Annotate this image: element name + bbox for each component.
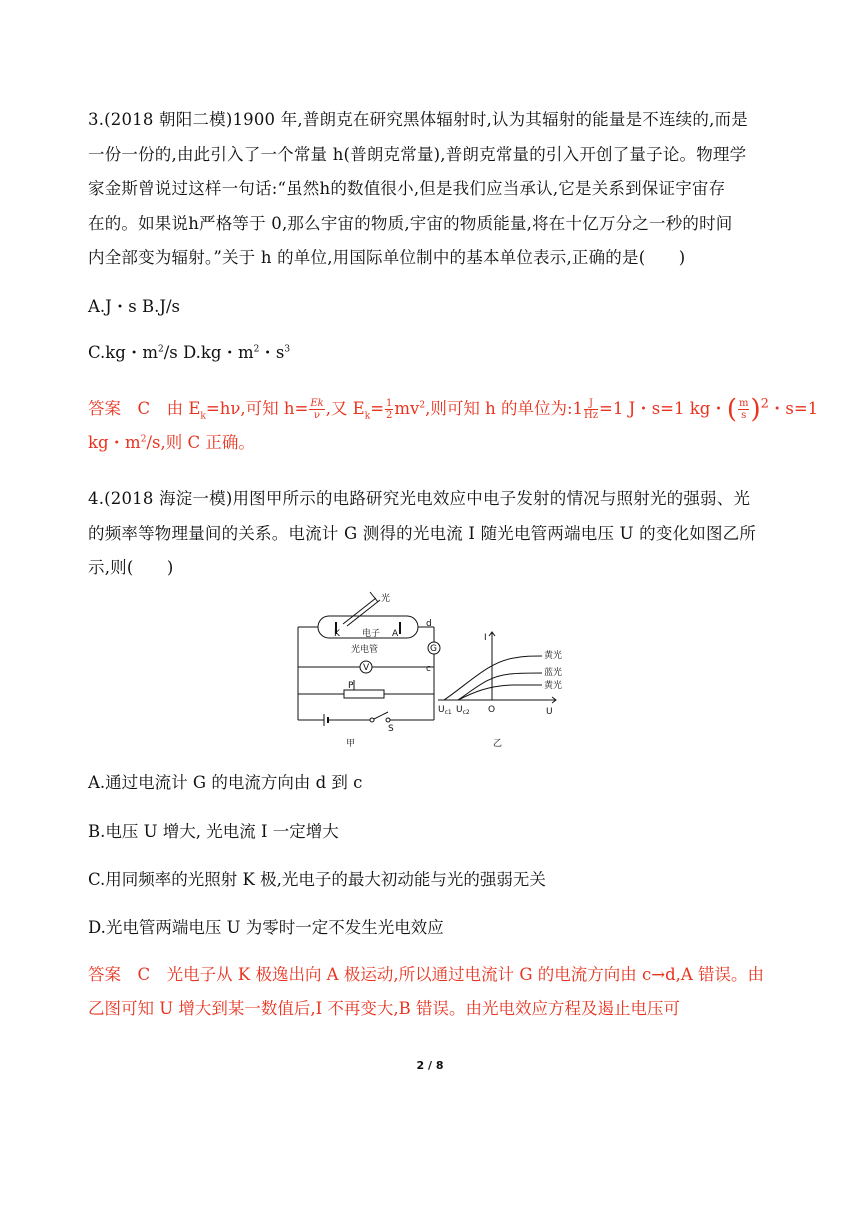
q4-option-a: A.通过电流计 G 的电流方向由 d 到 c	[88, 773, 363, 792]
q3-line: 在的。如果说h严格等于 0,那么宇宙的物质,宇宙的物质能量,将在十亿万分之一秒的时间	[88, 213, 733, 233]
label-s: S	[388, 724, 394, 734]
answer-3	[88, 392, 819, 460]
label-v: V	[363, 663, 370, 673]
q3-line: 家金斯曾说过这样一句话:“虽然h的数值很小,但是我们应当承认,它是关系到保证宇宙存	[88, 179, 726, 198]
answer-4	[88, 958, 788, 1026]
label-c: c	[426, 664, 431, 674]
label-curve-2: 蓝光	[544, 668, 563, 678]
page-number: 2 / 8	[416, 1059, 444, 1072]
label-p: P	[348, 681, 354, 691]
q3-options-ab: A.J・s B.J/s	[88, 297, 180, 316]
a3-line-1: 答案 C 由 $E_k=h\nu$,可知 h= $\frac{Ek}{\nu}$ ,又 $E_k=$ $\frac{1}{2}$ $mv^2$,则可知 h 的单位为:1 $\frac{J}{Hz}$ =1 J・s=1 kg・( $\frac{m}{s}$ )$^2$・s=1	[88, 394, 819, 425]
label-uc1: $U_{c1}$	[438, 705, 452, 716]
light-ray	[347, 600, 380, 626]
label-yi: 乙	[493, 739, 503, 749]
label-i: I	[484, 633, 487, 643]
q4-option-b: B.电压 U 增大, 光电流 I 一定增大	[88, 822, 339, 841]
circuit-diagram	[298, 592, 440, 726]
a3-line-2: kg・$m^2/s$,则 C 正确。	[88, 433, 255, 452]
label-origin: O	[488, 705, 496, 715]
label-a: A	[392, 629, 399, 639]
q4-line: 示,则( )	[88, 558, 174, 577]
label-curve-1: 黄光	[544, 651, 563, 661]
label-electron: 电子	[362, 629, 381, 639]
label-u: U	[546, 707, 553, 717]
q3-options-cd: C.kg・$m^2/s$ D.kg・$m^2$・$s^3$	[88, 343, 291, 362]
curve-yellow-weak	[458, 685, 542, 700]
label-d: d	[426, 619, 432, 629]
a4-line: 答案 C 光电子从 K 极逸出向 A 极运动,所以通过电流计 G 的电流方向由 c→d,A 错误。由	[88, 965, 765, 984]
label-tube: 光电管	[351, 645, 379, 655]
a4-line: 乙图可知 U 增大到某一数值后,I 不再变大,B 错误。由光电效应方程及遏止电压可	[88, 999, 681, 1018]
iu-graph	[438, 632, 556, 703]
q3-line: 3.(2018 朝阳二模)1900 年,普朗克在研究黑体辐射时,认为其辐射的能量是不连续的,而是	[88, 110, 748, 129]
q4-option-c: C.用同频率的光照射 K 极,光电子的最大初动能与光的强弱无关	[88, 870, 546, 889]
label-curve-3: 黄光	[544, 681, 563, 691]
question-3	[88, 103, 778, 276]
label-k: K	[334, 629, 340, 639]
question-4	[88, 482, 778, 586]
rheostat	[344, 690, 384, 698]
circuit-and-graph-figure	[288, 588, 578, 753]
label-g: G	[430, 644, 437, 654]
label-light: 光	[381, 594, 391, 604]
q4-option-d: D.光电管两端电压 U 为零时一定不发生光电效应	[88, 918, 444, 937]
label-uc2: $U_{c2}$	[456, 705, 470, 716]
q4-line: 4.(2018 海淀一模)用图甲所示的电路研究光电效应中电子发射的情况与照射光的强弱、光	[88, 489, 751, 508]
switch	[374, 712, 388, 719]
light-ray	[343, 598, 376, 624]
q4-line: 的频率等物理量间的关系。电流计 G 测得的光电流 I 随光电管两端电压 U 的变化如图乙所	[88, 523, 757, 543]
label-jia: 甲	[346, 739, 356, 749]
q3-line: 内全部变为辐射。”关于 h 的单位,用国际单位制中的基本单位表示,正确的是( )	[88, 248, 686, 267]
q3-line: 一份一份的,由此引入了一个常量 h(普朗克常量),普朗克常量的引入开创了量子论。物理学	[88, 144, 747, 164]
